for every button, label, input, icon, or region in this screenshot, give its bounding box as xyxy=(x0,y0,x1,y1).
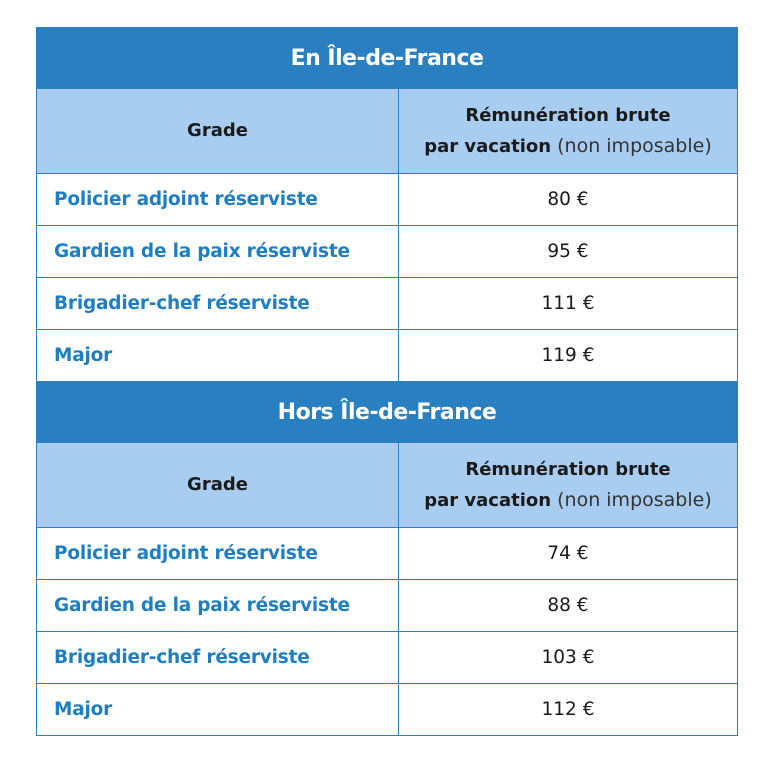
column-header-row xyxy=(37,89,738,174)
table-row xyxy=(37,226,738,278)
grade-cell: Policier adjoint réserviste xyxy=(37,174,399,226)
section-title: Hors Île-de-France xyxy=(37,382,738,443)
table-row xyxy=(37,278,738,330)
grade-cell: Major xyxy=(37,684,399,736)
column-header-row xyxy=(37,443,738,528)
pay-header-line1: Rémunération brute xyxy=(465,104,671,126)
pay-value-cell: 95 € xyxy=(399,226,738,278)
pay-header-line2-light: (non imposable) xyxy=(551,134,712,157)
grade-cell: Gardien de la paix réserviste xyxy=(37,226,399,278)
pay-column-header xyxy=(399,89,738,174)
section-title-row xyxy=(37,382,738,443)
pay-table-container xyxy=(36,27,737,736)
pay-value-cell: 74 € xyxy=(399,528,738,580)
grade-header-label: Grade xyxy=(187,474,248,495)
grade-cell: Brigadier-chef réserviste xyxy=(37,278,399,330)
pay-value-cell: 88 € xyxy=(399,580,738,632)
table-row xyxy=(37,684,738,736)
table-row xyxy=(37,580,738,632)
grade-column-header xyxy=(37,443,399,528)
table-row xyxy=(37,528,738,580)
grade-cell: Policier adjoint réserviste xyxy=(37,528,399,580)
grade-column-header xyxy=(37,89,399,174)
grade-cell: Gardien de la paix réserviste xyxy=(37,580,399,632)
grade-cell: Brigadier-chef réserviste xyxy=(37,632,399,684)
pay-value-cell: 103 € xyxy=(399,632,738,684)
pay-value-cell: 119 € xyxy=(399,330,738,382)
table-row xyxy=(37,330,738,382)
table-row xyxy=(37,632,738,684)
pay-table xyxy=(36,27,738,736)
pay-header-line1: Rémunération brute xyxy=(465,458,671,480)
pay-value-cell: 111 € xyxy=(399,278,738,330)
grade-header-label: Grade xyxy=(187,120,248,141)
pay-header-line2-bold: par vacation xyxy=(424,489,552,511)
pay-header-line2-bold: par vacation xyxy=(424,135,552,157)
pay-value-cell: 112 € xyxy=(399,684,738,736)
pay-column-header xyxy=(399,443,738,528)
pay-header-line2-light: (non imposable) xyxy=(551,488,712,511)
pay-value-cell: 80 € xyxy=(399,174,738,226)
section-title-row xyxy=(37,28,738,89)
section-title: En Île-de-France xyxy=(37,28,738,89)
grade-cell: Major xyxy=(37,330,399,382)
table-row xyxy=(37,174,738,226)
